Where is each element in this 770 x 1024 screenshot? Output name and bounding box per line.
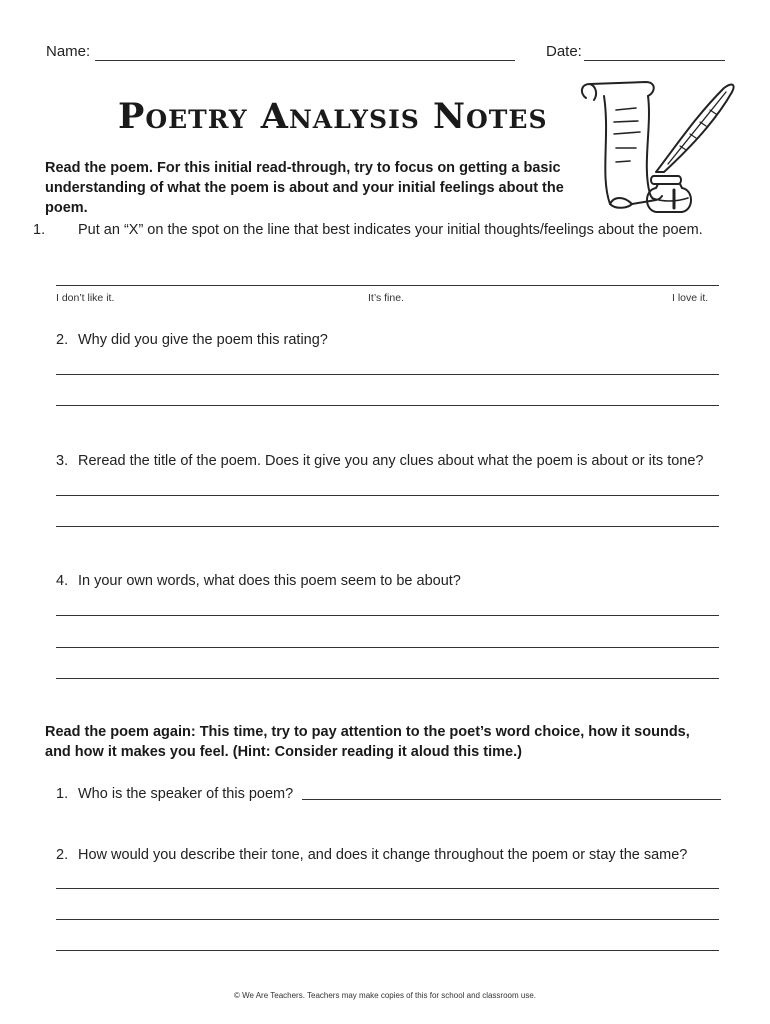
answer-line[interactable] (56, 495, 719, 496)
question-text: Reread the title of the poem. Does it give you any clues about what the poem is about or its tone? (78, 453, 704, 469)
answer-line[interactable] (56, 647, 719, 648)
question-1-3 (56, 451, 736, 471)
answer-line[interactable] (56, 374, 719, 375)
question-2-2 (56, 845, 736, 865)
question-text: Why did you give the poem this rating? (78, 332, 328, 348)
question-number: 3. (56, 453, 69, 469)
question-number: 2. (56, 332, 69, 348)
footer-copyright: © We Are Teachers. Teachers may make copies of this for school and classroom use. (233, 991, 537, 1000)
question-number: 1. (33, 222, 46, 238)
question-text: How would you describe their tone, and does it change throughout the poem or stay the same? (78, 847, 688, 863)
answer-line[interactable] (56, 919, 719, 920)
name-label: Name: (46, 43, 91, 60)
question-1-2 (56, 330, 328, 350)
date-field[interactable] (584, 60, 725, 61)
question-number: 1. (56, 786, 69, 802)
answer-line[interactable] (56, 615, 719, 616)
question-number: 2. (56, 847, 69, 863)
scale-label-middle: It’s fine. (368, 292, 404, 304)
section1-instructions: Read the poem. For this initial read-through, try to focus on getting a basic understanding of what the poem is about and your initial feelings about the poem. (45, 160, 564, 216)
answer-line[interactable] (56, 526, 719, 527)
question-text: In your own words, what does this poem seem to be about? (78, 573, 461, 589)
question-2-1 (56, 784, 293, 804)
question-text: Put an “X” on the spot on the line that best indicates your initial thoughts/feelings about the poem. (78, 222, 703, 238)
question-1-4 (56, 571, 461, 591)
answer-line[interactable] (56, 950, 719, 951)
answer-line[interactable] (56, 678, 719, 679)
rating-scale-line[interactable] (56, 285, 719, 286)
question-1-1 (33, 220, 729, 240)
name-field[interactable] (95, 60, 515, 61)
date-label: Date: (546, 43, 582, 60)
answer-line[interactable] (56, 888, 719, 889)
scale-label-right: I love it. (672, 292, 709, 304)
section2-instructions: Read the poem again: This time, try to pay attention to the poet’s word choice, how it sounds, and how it makes you feel. (Hint: Consider reading it aloud this time.) (45, 724, 690, 760)
speaker-answer-line[interactable] (302, 799, 721, 800)
page-title: Poetry Analysis Notes (118, 96, 548, 137)
answer-line[interactable] (56, 405, 719, 406)
question-number: 4. (56, 573, 69, 589)
scale-label-left: I don’t like it. (56, 292, 115, 304)
question-text: Who is the speaker of this poem? (78, 786, 294, 802)
